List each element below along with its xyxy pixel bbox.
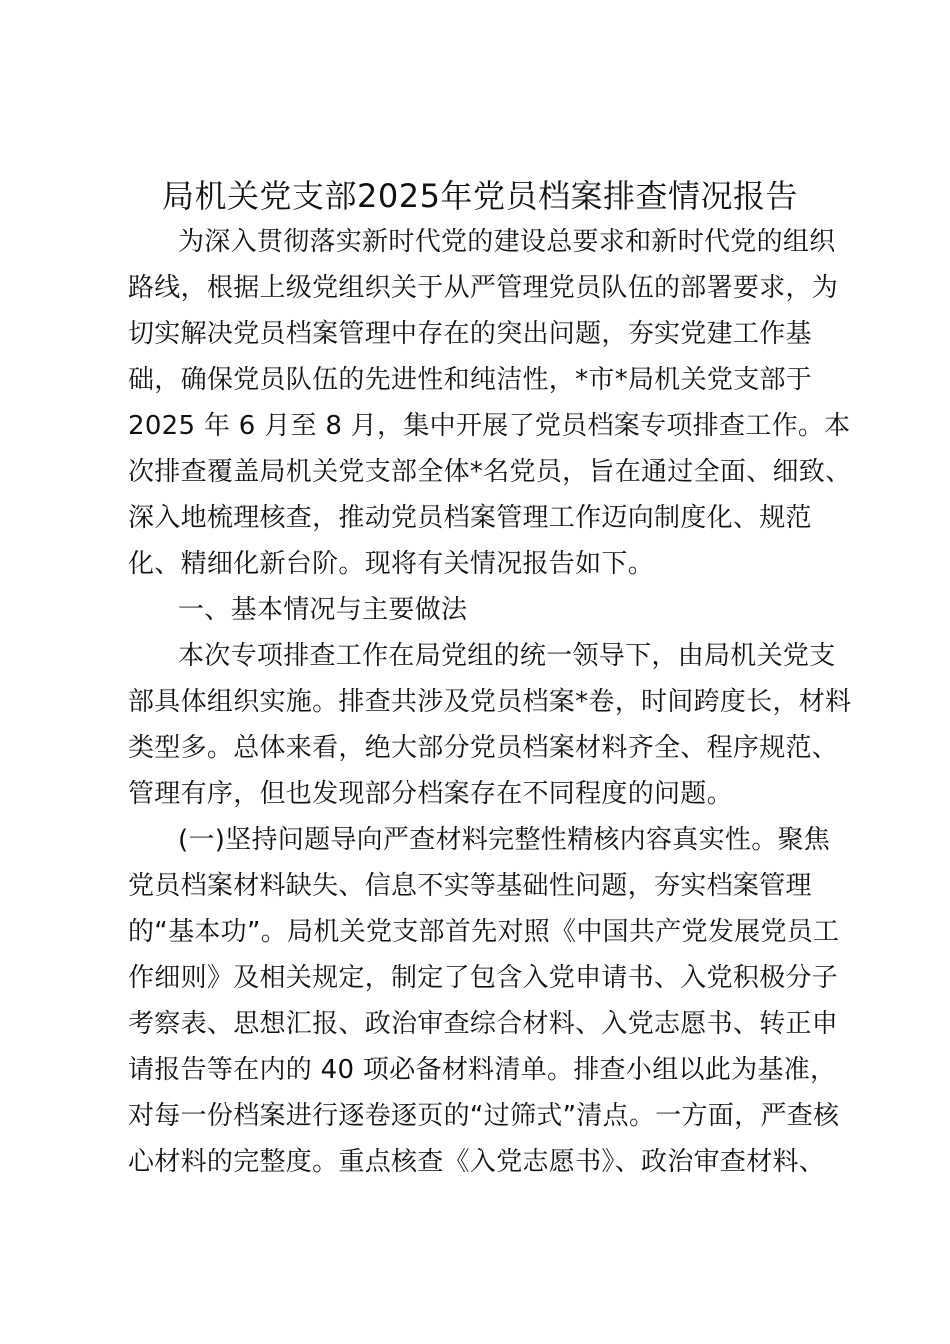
paragraph-line-18: 请报告等在内的 40 项必备材料清单。排查小组以此为基准， bbox=[128, 1055, 837, 1085]
paragraph-line-1: 为深入贯彻落实新时代党的建设总要求和新时代党的组织 bbox=[178, 227, 836, 257]
paragraph-line-9: 本次专项排查工作在局党组的统一领导下，由局机关党支 bbox=[178, 641, 836, 671]
paragraph-line-2: 路线，根据上级党组织关于从严管理党员队伍的部署要求，为 bbox=[128, 273, 839, 303]
paragraph-line-4: 础，确保党员队伍的先进性和纯洁性，*市*局机关党支部于 bbox=[128, 365, 813, 395]
paragraph-line-5: 2025 年 6 月至 8 月，集中开展了党员档案专项排查工作。本 bbox=[128, 411, 851, 441]
paragraph-line-8: 化、精细化新台阶。现将有关情况报告如下。 bbox=[128, 549, 655, 579]
paragraph-line-10: 部具体组织实施。排查共涉及党员档案*卷，时间跨度长，材料 bbox=[128, 687, 852, 717]
report-title: 局机关党支部2025年党员档案排查情况报告 bbox=[162, 177, 798, 215]
paragraph-line-6: 次排查覆盖局机关党支部全体*名党员，旨在通过全面、细致、 bbox=[128, 457, 852, 487]
paragraph-line-12: 管理有序，但也发现部分档案存在不同程度的问题。 bbox=[128, 779, 733, 809]
paragraph-line-19: 对每一份档案进行逐卷逐页的“过筛式”清点。一方面，严查核 bbox=[128, 1101, 840, 1131]
paragraph-line-14: 党员档案材料缺失、信息不实等基础性问题，夯实档案管理 bbox=[128, 871, 812, 901]
paragraph-line-7: 深入地梳理核查，推动党员档案管理工作迈向制度化、规范 bbox=[128, 503, 812, 533]
section-heading: 一、基本情况与主要做法 bbox=[178, 595, 468, 625]
paragraph-line-16: 作细则》及相关规定，制定了包含入党申请书、入党积极分子 bbox=[128, 963, 839, 993]
paragraph-line-15: 的“基本功”。局机关党支部首先对照《中国共产党发展党员工 bbox=[128, 917, 840, 947]
paragraph-line-3: 切实解决党员档案管理中存在的突出问题，夯实党建工作基 bbox=[128, 319, 812, 349]
paragraph-line-17: 考察表、思想汇报、政治审查综合材料、入党志愿书、转正申 bbox=[128, 1009, 839, 1039]
paragraph-line-13: (一)坚持问题导向严查材料完整性精核内容真实性。聚焦 bbox=[178, 825, 831, 855]
paragraph-line-11: 类型多。总体来看，绝大部分党员档案材料齐全、程序规范、 bbox=[128, 733, 839, 763]
paragraph-line-20: 心材料的完整度。重点核查《入党志愿书》、政治审查材料、 bbox=[128, 1147, 826, 1177]
